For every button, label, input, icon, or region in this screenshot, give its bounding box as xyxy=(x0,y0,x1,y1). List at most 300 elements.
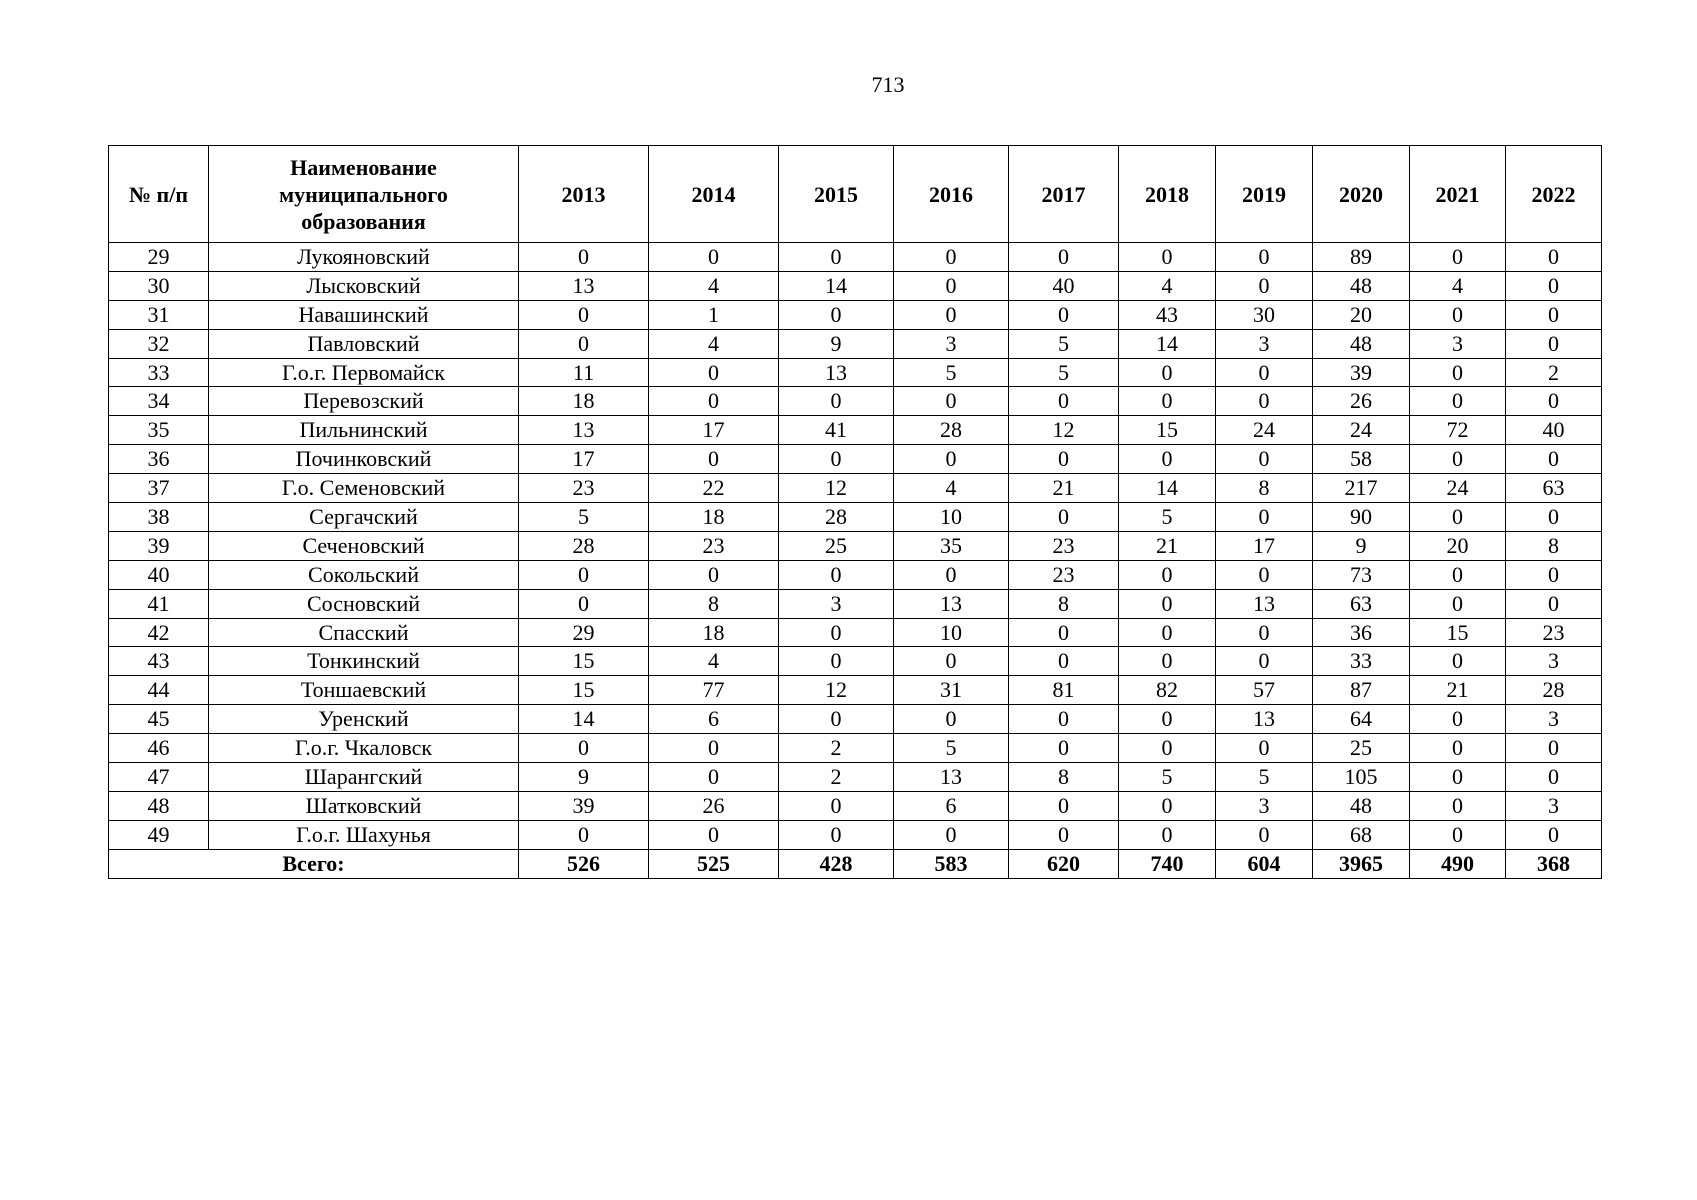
value-cell: 0 xyxy=(1216,618,1313,647)
row-number-cell: 32 xyxy=(109,329,209,358)
value-cell: 15 xyxy=(519,676,649,705)
value-cell: 8 xyxy=(649,589,779,618)
value-cell: 0 xyxy=(894,647,1009,676)
value-cell: 0 xyxy=(894,387,1009,416)
value-cell: 0 xyxy=(1506,763,1602,792)
value-cell: 0 xyxy=(1410,763,1506,792)
row-number-cell: 38 xyxy=(109,503,209,532)
value-cell: 2 xyxy=(1506,358,1602,387)
value-cell: 5 xyxy=(894,734,1009,763)
value-cell: 0 xyxy=(1216,560,1313,589)
value-cell: 0 xyxy=(649,445,779,474)
value-cell: 73 xyxy=(1313,560,1410,589)
value-cell: 0 xyxy=(519,734,649,763)
value-cell: 17 xyxy=(649,416,779,445)
column-header-year-2022: 2022 xyxy=(1506,146,1602,243)
value-cell: 0 xyxy=(1216,647,1313,676)
value-cell: 39 xyxy=(1313,358,1410,387)
table-row xyxy=(109,791,1602,820)
value-cell: 0 xyxy=(1009,705,1119,734)
total-value-cell: 620 xyxy=(1009,849,1119,878)
value-cell: 23 xyxy=(649,531,779,560)
municipality-name-cell: Перевозский xyxy=(209,387,519,416)
value-cell: 0 xyxy=(1119,560,1216,589)
value-cell: 0 xyxy=(1119,705,1216,734)
table-row xyxy=(109,589,1602,618)
table-row xyxy=(109,676,1602,705)
value-cell: 82 xyxy=(1119,676,1216,705)
table-row xyxy=(109,503,1602,532)
total-value-cell: 525 xyxy=(649,849,779,878)
value-cell: 4 xyxy=(894,474,1009,503)
column-header-year-2013: 2013 xyxy=(519,146,649,243)
total-value-cell: 490 xyxy=(1410,849,1506,878)
row-number-cell: 40 xyxy=(109,560,209,589)
value-cell: 0 xyxy=(779,791,894,820)
value-cell: 87 xyxy=(1313,676,1410,705)
total-value-cell: 583 xyxy=(894,849,1009,878)
value-cell: 0 xyxy=(649,387,779,416)
value-cell: 0 xyxy=(1410,358,1506,387)
row-number-cell: 31 xyxy=(109,300,209,329)
value-cell: 0 xyxy=(1506,503,1602,532)
table-row xyxy=(109,271,1602,300)
value-cell: 81 xyxy=(1009,676,1119,705)
table-row xyxy=(109,531,1602,560)
value-cell: 18 xyxy=(519,387,649,416)
value-cell: 9 xyxy=(519,763,649,792)
value-cell: 48 xyxy=(1313,329,1410,358)
row-number-cell: 43 xyxy=(109,647,209,676)
value-cell: 0 xyxy=(1216,445,1313,474)
row-number-cell: 36 xyxy=(109,445,209,474)
value-cell: 0 xyxy=(779,618,894,647)
value-cell: 5 xyxy=(1009,329,1119,358)
total-row xyxy=(109,849,1602,878)
table-header-row xyxy=(109,146,1602,243)
value-cell: 15 xyxy=(519,647,649,676)
value-cell: 25 xyxy=(779,531,894,560)
municipality-name-cell: Тонкинский xyxy=(209,647,519,676)
value-cell: 0 xyxy=(779,820,894,849)
value-cell: 0 xyxy=(1506,300,1602,329)
value-cell: 8 xyxy=(1009,589,1119,618)
column-header-year-2017: 2017 xyxy=(1009,146,1119,243)
value-cell: 0 xyxy=(1506,820,1602,849)
value-cell: 217 xyxy=(1313,474,1410,503)
value-cell: 13 xyxy=(1216,589,1313,618)
value-cell: 14 xyxy=(1119,329,1216,358)
table-row xyxy=(109,474,1602,503)
row-number-cell: 41 xyxy=(109,589,209,618)
value-cell: 23 xyxy=(1009,560,1119,589)
value-cell: 0 xyxy=(649,243,779,272)
value-cell: 17 xyxy=(519,445,649,474)
total-value-cell: 604 xyxy=(1216,849,1313,878)
value-cell: 0 xyxy=(894,271,1009,300)
table-row xyxy=(109,705,1602,734)
row-number-cell: 34 xyxy=(109,387,209,416)
value-cell: 22 xyxy=(649,474,779,503)
column-header-year-2016: 2016 xyxy=(894,146,1009,243)
total-value-cell: 740 xyxy=(1119,849,1216,878)
value-cell: 0 xyxy=(779,560,894,589)
value-cell: 21 xyxy=(1009,474,1119,503)
value-cell: 28 xyxy=(894,416,1009,445)
municipality-name-cell: Починковский xyxy=(209,445,519,474)
column-header-year-2018: 2018 xyxy=(1119,146,1216,243)
value-cell: 0 xyxy=(1506,589,1602,618)
value-cell: 28 xyxy=(519,531,649,560)
value-cell: 8 xyxy=(1216,474,1313,503)
value-cell: 5 xyxy=(519,503,649,532)
value-cell: 0 xyxy=(1009,618,1119,647)
value-cell: 64 xyxy=(1313,705,1410,734)
value-cell: 0 xyxy=(519,329,649,358)
value-cell: 5 xyxy=(1216,763,1313,792)
value-cell: 30 xyxy=(1216,300,1313,329)
value-cell: 43 xyxy=(1119,300,1216,329)
value-cell: 13 xyxy=(1216,705,1313,734)
value-cell: 0 xyxy=(1009,820,1119,849)
table-row xyxy=(109,763,1602,792)
value-cell: 0 xyxy=(1410,820,1506,849)
table-row xyxy=(109,647,1602,676)
value-cell: 0 xyxy=(1009,300,1119,329)
value-cell: 28 xyxy=(779,503,894,532)
value-cell: 0 xyxy=(1119,445,1216,474)
municipality-name-cell: Шарангский xyxy=(209,763,519,792)
value-cell: 0 xyxy=(649,734,779,763)
value-cell: 15 xyxy=(1119,416,1216,445)
table-row xyxy=(109,243,1602,272)
value-cell: 23 xyxy=(1506,618,1602,647)
value-cell: 29 xyxy=(519,618,649,647)
value-cell: 17 xyxy=(1216,531,1313,560)
value-cell: 3 xyxy=(1506,647,1602,676)
value-cell: 21 xyxy=(1119,531,1216,560)
table-row xyxy=(109,300,1602,329)
municipality-name-cell: Уренский xyxy=(209,705,519,734)
value-cell: 14 xyxy=(1119,474,1216,503)
row-number-cell: 33 xyxy=(109,358,209,387)
row-number-cell: 46 xyxy=(109,734,209,763)
municipality-name-cell: Лукояновский xyxy=(209,243,519,272)
value-cell: 40 xyxy=(1009,271,1119,300)
value-cell: 24 xyxy=(1216,416,1313,445)
value-cell: 21 xyxy=(1410,676,1506,705)
value-cell: 0 xyxy=(1410,243,1506,272)
value-cell: 77 xyxy=(649,676,779,705)
municipality-name-cell: Навашинский xyxy=(209,300,519,329)
value-cell: 33 xyxy=(1313,647,1410,676)
table-body xyxy=(109,243,1602,879)
value-cell: 20 xyxy=(1410,531,1506,560)
value-cell: 0 xyxy=(1216,358,1313,387)
column-header-name: Наименование муниципального образования xyxy=(209,146,519,243)
value-cell: 4 xyxy=(649,647,779,676)
value-cell: 26 xyxy=(1313,387,1410,416)
value-cell: 0 xyxy=(519,560,649,589)
table-row xyxy=(109,329,1602,358)
value-cell: 0 xyxy=(1119,387,1216,416)
value-cell: 0 xyxy=(649,358,779,387)
value-cell: 0 xyxy=(894,300,1009,329)
value-cell: 0 xyxy=(1009,647,1119,676)
value-cell: 4 xyxy=(649,271,779,300)
table-row xyxy=(109,445,1602,474)
value-cell: 0 xyxy=(1410,647,1506,676)
municipality-name-cell: Г.о.г. Чкаловск xyxy=(209,734,519,763)
value-cell: 6 xyxy=(649,705,779,734)
value-cell: 23 xyxy=(1009,531,1119,560)
value-cell: 24 xyxy=(1313,416,1410,445)
municipality-name-cell: Пильнинский xyxy=(209,416,519,445)
row-number-cell: 39 xyxy=(109,531,209,560)
value-cell: 18 xyxy=(649,618,779,647)
value-cell: 13 xyxy=(519,416,649,445)
value-cell: 0 xyxy=(894,445,1009,474)
value-cell: 0 xyxy=(779,705,894,734)
value-cell: 8 xyxy=(1009,763,1119,792)
value-cell: 9 xyxy=(779,329,894,358)
row-number-cell: 44 xyxy=(109,676,209,705)
total-label: Всего: xyxy=(109,849,519,878)
data-table xyxy=(108,145,1602,879)
value-cell: 0 xyxy=(1119,618,1216,647)
value-cell: 12 xyxy=(779,474,894,503)
value-cell: 0 xyxy=(649,560,779,589)
value-cell: 0 xyxy=(779,300,894,329)
value-cell: 0 xyxy=(779,647,894,676)
value-cell: 12 xyxy=(1009,416,1119,445)
value-cell: 0 xyxy=(894,560,1009,589)
value-cell: 28 xyxy=(1506,676,1602,705)
value-cell: 0 xyxy=(1119,791,1216,820)
value-cell: 0 xyxy=(1506,329,1602,358)
value-cell: 15 xyxy=(1410,618,1506,647)
row-number-cell: 30 xyxy=(109,271,209,300)
value-cell: 35 xyxy=(894,531,1009,560)
value-cell: 0 xyxy=(1410,387,1506,416)
table-row xyxy=(109,387,1602,416)
value-cell: 63 xyxy=(1313,589,1410,618)
value-cell: 58 xyxy=(1313,445,1410,474)
value-cell: 48 xyxy=(1313,791,1410,820)
municipality-name-cell: Г.о.г. Шахунья xyxy=(209,820,519,849)
value-cell: 72 xyxy=(1410,416,1506,445)
value-cell: 4 xyxy=(1410,271,1506,300)
value-cell: 0 xyxy=(1119,358,1216,387)
value-cell: 13 xyxy=(894,763,1009,792)
value-cell: 0 xyxy=(519,820,649,849)
municipality-name-cell: Лысковский xyxy=(209,271,519,300)
value-cell: 0 xyxy=(1009,445,1119,474)
value-cell: 5 xyxy=(1009,358,1119,387)
value-cell: 0 xyxy=(1009,503,1119,532)
value-cell: 48 xyxy=(1313,271,1410,300)
value-cell: 24 xyxy=(1410,474,1506,503)
value-cell: 89 xyxy=(1313,243,1410,272)
value-cell: 18 xyxy=(649,503,779,532)
value-cell: 0 xyxy=(1009,387,1119,416)
value-cell: 3 xyxy=(1506,705,1602,734)
value-cell: 0 xyxy=(1216,734,1313,763)
row-number-cell: 48 xyxy=(109,791,209,820)
value-cell: 20 xyxy=(1313,300,1410,329)
table-row xyxy=(109,416,1602,445)
total-value-cell: 526 xyxy=(519,849,649,878)
value-cell: 0 xyxy=(1119,589,1216,618)
value-cell: 0 xyxy=(519,589,649,618)
value-cell: 14 xyxy=(779,271,894,300)
municipality-name-cell: Сергачский xyxy=(209,503,519,532)
value-cell: 3 xyxy=(1410,329,1506,358)
value-cell: 0 xyxy=(1506,243,1602,272)
value-cell: 13 xyxy=(779,358,894,387)
value-cell: 0 xyxy=(1216,820,1313,849)
value-cell: 13 xyxy=(894,589,1009,618)
page-number: 713 xyxy=(871,72,905,97)
value-cell: 31 xyxy=(894,676,1009,705)
value-cell: 39 xyxy=(519,791,649,820)
total-value-cell: 368 xyxy=(1506,849,1602,878)
value-cell: 3 xyxy=(779,589,894,618)
column-header-year-2019: 2019 xyxy=(1216,146,1313,243)
value-cell: 41 xyxy=(779,416,894,445)
value-cell: 8 xyxy=(1506,531,1602,560)
column-header-year-2020: 2020 xyxy=(1313,146,1410,243)
value-cell: 0 xyxy=(1410,734,1506,763)
value-cell: 10 xyxy=(894,503,1009,532)
value-cell: 36 xyxy=(1313,618,1410,647)
value-cell: 68 xyxy=(1313,820,1410,849)
value-cell: 63 xyxy=(1506,474,1602,503)
municipality-name-cell: Павловский xyxy=(209,329,519,358)
value-cell: 0 xyxy=(1410,791,1506,820)
value-cell: 0 xyxy=(779,387,894,416)
row-number-cell: 49 xyxy=(109,820,209,849)
value-cell: 25 xyxy=(1313,734,1410,763)
total-value-cell: 3965 xyxy=(1313,849,1410,878)
value-cell: 57 xyxy=(1216,676,1313,705)
value-cell: 0 xyxy=(1009,734,1119,763)
value-cell: 0 xyxy=(894,243,1009,272)
value-cell: 0 xyxy=(779,243,894,272)
value-cell: 26 xyxy=(649,791,779,820)
value-cell: 0 xyxy=(1410,503,1506,532)
value-cell: 0 xyxy=(1009,791,1119,820)
value-cell: 2 xyxy=(779,734,894,763)
value-cell: 0 xyxy=(779,445,894,474)
municipality-name-cell: Сеченовский xyxy=(209,531,519,560)
value-cell: 6 xyxy=(894,791,1009,820)
row-number-cell: 35 xyxy=(109,416,209,445)
value-cell: 0 xyxy=(1410,300,1506,329)
municipality-name-cell: Г.о.г. Первомайск xyxy=(209,358,519,387)
value-cell: 9 xyxy=(1313,531,1410,560)
table-row xyxy=(109,618,1602,647)
value-cell: 4 xyxy=(1119,271,1216,300)
municipality-name-cell: Г.о. Семеновский xyxy=(209,474,519,503)
column-header-year-2014: 2014 xyxy=(649,146,779,243)
row-number-cell: 37 xyxy=(109,474,209,503)
municipality-name-cell: Сосновский xyxy=(209,589,519,618)
value-cell: 14 xyxy=(519,705,649,734)
column-header-number: № п/п xyxy=(109,146,209,243)
value-cell: 0 xyxy=(1410,445,1506,474)
value-cell: 0 xyxy=(1216,503,1313,532)
value-cell: 13 xyxy=(519,271,649,300)
value-cell: 2 xyxy=(779,763,894,792)
value-cell: 40 xyxy=(1506,416,1602,445)
value-cell: 3 xyxy=(1216,329,1313,358)
value-cell: 23 xyxy=(519,474,649,503)
value-cell: 0 xyxy=(1119,820,1216,849)
value-cell: 0 xyxy=(1119,243,1216,272)
value-cell: 12 xyxy=(779,676,894,705)
column-header-year-2015: 2015 xyxy=(779,146,894,243)
value-cell: 0 xyxy=(1506,271,1602,300)
value-cell: 5 xyxy=(1119,503,1216,532)
value-cell: 0 xyxy=(894,705,1009,734)
value-cell: 10 xyxy=(894,618,1009,647)
value-cell: 5 xyxy=(1119,763,1216,792)
value-cell: 0 xyxy=(1506,734,1602,763)
value-cell: 4 xyxy=(649,329,779,358)
row-number-cell: 42 xyxy=(109,618,209,647)
value-cell: 0 xyxy=(649,763,779,792)
value-cell: 0 xyxy=(1216,271,1313,300)
value-cell: 0 xyxy=(1410,589,1506,618)
value-cell: 0 xyxy=(1506,445,1602,474)
municipality-name-cell: Тоншаевский xyxy=(209,676,519,705)
value-cell: 0 xyxy=(1410,705,1506,734)
value-cell: 3 xyxy=(1216,791,1313,820)
value-cell: 0 xyxy=(1216,243,1313,272)
value-cell: 0 xyxy=(1506,387,1602,416)
value-cell: 105 xyxy=(1313,763,1410,792)
municipality-name-cell: Спасский xyxy=(209,618,519,647)
municipality-name-cell: Сокольский xyxy=(209,560,519,589)
value-cell: 90 xyxy=(1313,503,1410,532)
total-value-cell: 428 xyxy=(779,849,894,878)
value-cell: 0 xyxy=(1009,243,1119,272)
value-cell: 0 xyxy=(649,820,779,849)
table-row xyxy=(109,358,1602,387)
value-cell: 3 xyxy=(1506,791,1602,820)
value-cell: 11 xyxy=(519,358,649,387)
value-cell: 0 xyxy=(1119,647,1216,676)
table-row xyxy=(109,560,1602,589)
table-row xyxy=(109,734,1602,763)
value-cell: 0 xyxy=(1410,560,1506,589)
value-cell: 0 xyxy=(519,300,649,329)
column-header-year-2021: 2021 xyxy=(1410,146,1506,243)
row-number-cell: 29 xyxy=(109,243,209,272)
value-cell: 3 xyxy=(894,329,1009,358)
value-cell: 0 xyxy=(1216,387,1313,416)
value-cell: 0 xyxy=(894,820,1009,849)
value-cell: 1 xyxy=(649,300,779,329)
value-cell: 0 xyxy=(1119,734,1216,763)
municipality-name-cell: Шатковский xyxy=(209,791,519,820)
row-number-cell: 45 xyxy=(109,705,209,734)
value-cell: 0 xyxy=(1506,560,1602,589)
value-cell: 5 xyxy=(894,358,1009,387)
value-cell: 0 xyxy=(519,243,649,272)
table-row xyxy=(109,820,1602,849)
